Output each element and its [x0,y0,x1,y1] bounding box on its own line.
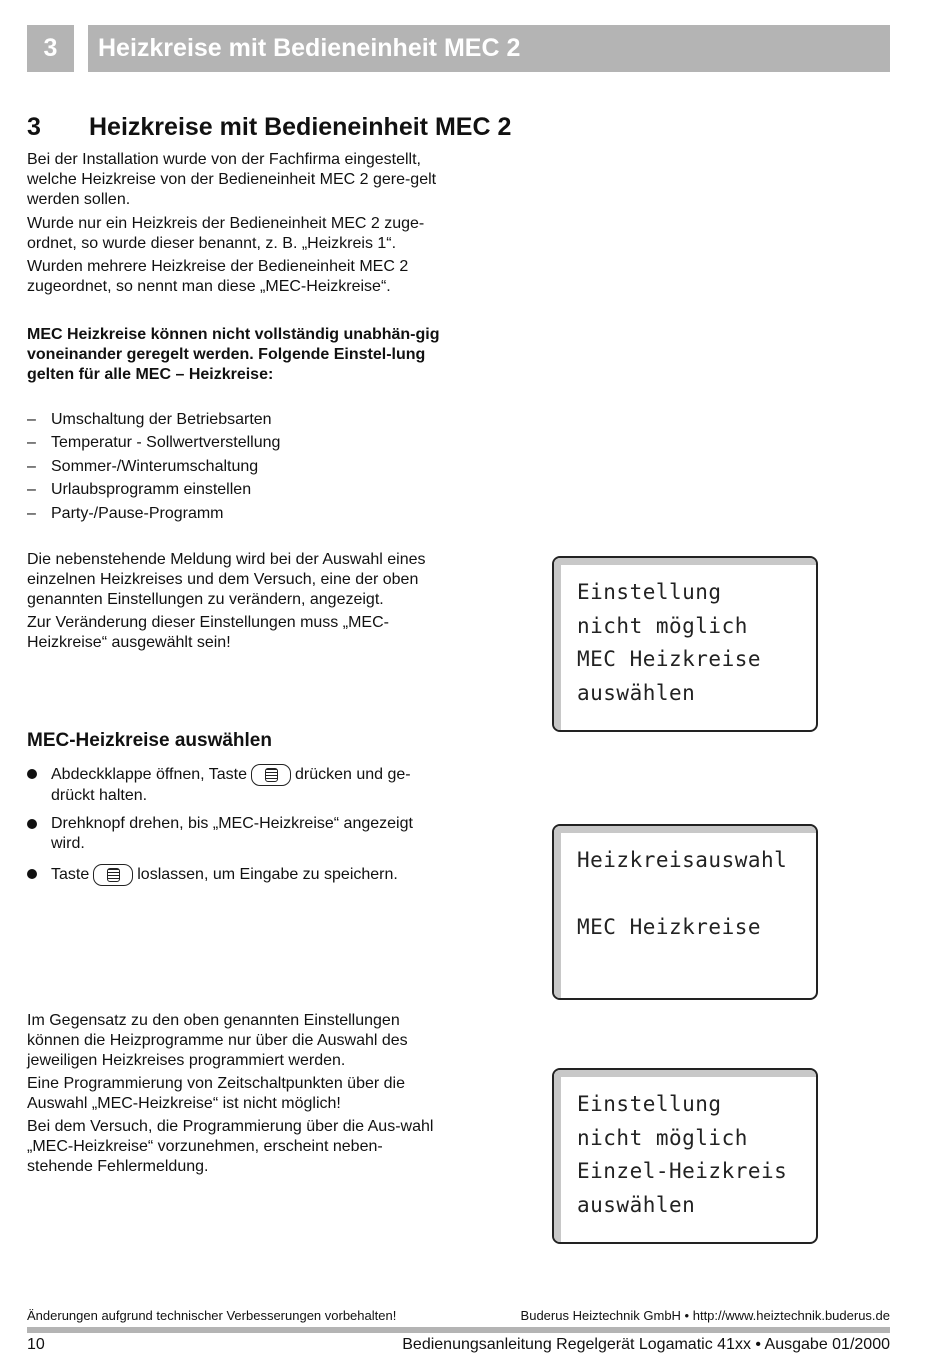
list-item-label: Party-/Pause-Programm [51,505,224,522]
lcd-display-error-single-circuit [552,1068,818,1244]
list-dash: – [27,481,36,498]
lcd-line: MEC Heizkreise [577,915,762,939]
step-2 [27,814,447,854]
step-3-text-after: loslassen, um Eingabe zu speichern. [137,866,398,884]
step-3-text-before: Taste [51,866,90,884]
step-text [51,764,447,806]
bullet-icon [27,819,37,829]
list-item-label: Umschaltung der Betriebsarten [51,411,272,428]
list-dash: – [27,458,36,475]
bullet-icon [27,769,37,779]
lcd-line: nicht möglich [577,1126,748,1150]
section-number: 3 [27,113,41,141]
chapter-title-bar: Heizkreise mit Bedieneinheit MEC 2 [88,25,890,72]
lcd-line: Einstellung [577,1092,722,1116]
list-item-label: Urlaubsprogramm einstellen [51,481,252,498]
step-1-text-before: Abdeckklappe öffnen, Taste [51,766,247,784]
footer-document-title: Bedienungsanleitung Regelgerät Logamatic 41xx • Ausgabe 01/2000 [402,1336,890,1353]
lcd-line: MEC Heizkreise [577,647,762,671]
list-item [27,433,280,453]
list-dash: – [27,505,36,522]
list-item-label: Temperatur - Sollwertverstellung [51,434,281,451]
lcd-line: Einstellung [577,580,722,604]
step-1-text-after: drücken und ge-drückt halten. [51,766,411,804]
footer-company: Buderus Heiztechnik GmbH • http://www.heiztechnik.buderus.de [520,1308,890,1323]
list-item [27,504,224,524]
bullet-icon [27,869,37,879]
lcd-line: Einzel-Heizkreis [577,1159,788,1183]
chapter-number-box: 3 [27,25,74,72]
intro-paragraph-3: Wurden mehrere Heizkreise der Bedieneinheit MEC 2 zugeordnet, so nennt man diese „MEC-Heizkreise“. [27,258,409,295]
lcd-display-setting-not-possible [552,556,818,732]
lcd-line: auswählen [577,1193,696,1217]
subsection-title: MEC-Heizkreise auswählen [27,730,272,751]
lcd-line: Heizkreisauswahl [577,848,788,872]
page-number: 10 [27,1336,45,1353]
program-paragraph-3: Bei dem Versuch, die Programmierung über die Aus-wahl „MEC-Heizkreise“ vorzunehmen, erscheint neben-stehende Fehlermeldung. [27,1118,434,1175]
intro-paragraph-2: Wurde nur ein Heizkreis der Bedieneinheit MEC 2 zuge-ordnet, so wurde dieser benannt, z. B. „Heizkreis 1“. [27,215,425,252]
lcd-line: auswählen [577,681,696,705]
list-item [27,480,251,500]
footer-note: Änderungen aufgrund technischer Verbesserungen vorbehalten! [27,1308,397,1323]
lcd-display-circuit-selection [552,824,818,1000]
program-key-icon [93,864,133,886]
step-2-text: Drehknopf drehen, bis „MEC-Heizkreise“ angezeigt wird. [51,815,413,852]
program-paragraph-1: Im Gegensatz zu den oben genannten Einstellungen können die Heizprogramme nur über die Auswahl des jeweiligen Heizkreises programmiert werden. [27,1012,408,1069]
list-dash: – [27,434,36,451]
program-paragraph-2: Eine Programmierung von Zeitschaltpunkten über die Auswahl „MEC-Heizkreise“ ist nicht möglich! [27,1075,405,1112]
step-1 [27,764,447,806]
list-item [27,457,258,477]
lcd-line: nicht möglich [577,614,748,638]
notice-paragraph: MEC Heizkreise können nicht vollständig unabhän-gig voneinander geregelt werden. Folgende Einstel-lung gelten für alle MEC – Heizkreise: [27,326,440,383]
intro-paragraph-1: Bei der Installation wurde von der Fachfirma eingestellt, welche Heizkreise von der Bedieneinheit MEC 2 gere-gelt werden sollen. [27,151,437,208]
step-text [51,864,447,886]
message-paragraph-1: Die nebenstehende Meldung wird bei der Auswahl eines einzelnen Heizkreises und dem Versuch, eine der oben genannten Einstellungen zu verändern, angezeigt. [27,551,426,608]
list-item-label: Sommer-/Winterumschaltung [51,458,259,475]
footer-divider [27,1327,890,1333]
list-dash: – [27,411,36,428]
step-3 [27,864,447,886]
section-title: Heizkreise mit Bedieneinheit MEC 2 [89,113,512,141]
program-key-icon [251,764,291,786]
message-paragraph-2: Zur Veränderung dieser Einstellungen muss „MEC-Heizkreise“ ausgewählt sein! [27,614,389,651]
list-item [27,410,272,430]
